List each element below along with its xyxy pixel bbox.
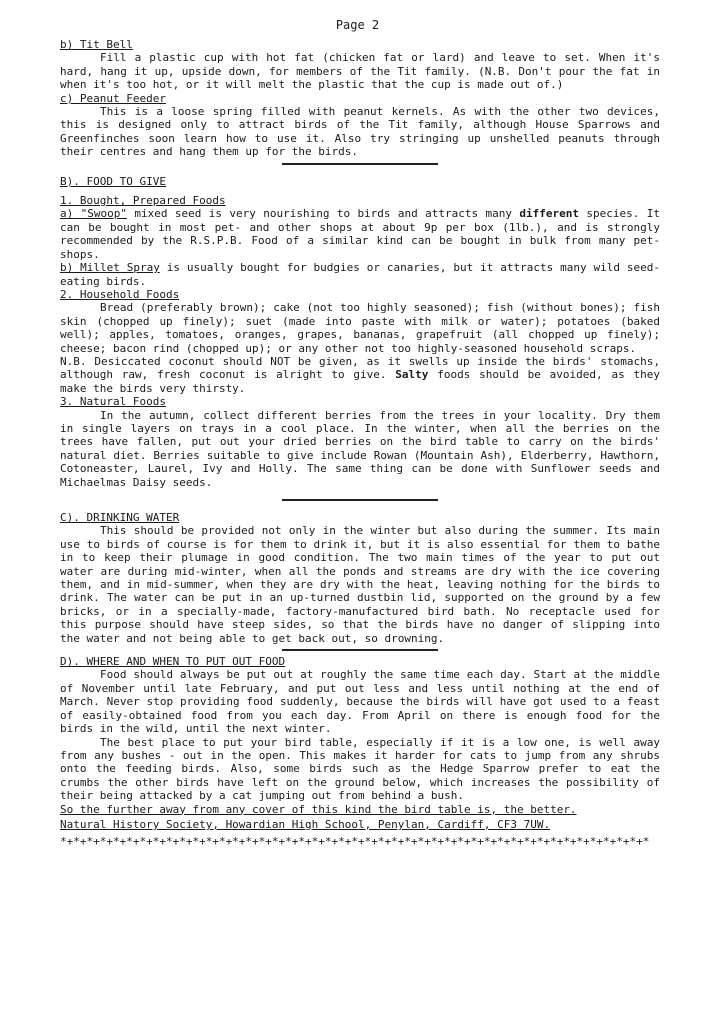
household-heading: 2. Household Foods bbox=[60, 287, 180, 301]
where-when-text-1: Food should always be put out at roughly the same time each day. Start at the middle of November until late February, and put out less and less until nothing at the end of March. Never stop providing food suddenly, because the birds will have got used to a feast of easily-obtained food from you each day. From April on there is enough food for the birds in the wild, until the next winter. bbox=[60, 668, 660, 736]
natural-text: In the autumn, collect different berries from the trees in your locality. Dry them in single layers on trays in a cool place. In the winter, when all the berries on the trees have fallen, put out your dried berries on the bird table to carry on the birds' natural diet. Berries suitable to give include Rowan (Mountain Ash), Elderberry, Hawthorn, Cotoneaster, Laurel, Ivy and Holly. The same thing can be done with Sunflower seeds and Michaelmas Daisy seeds. bbox=[60, 408, 660, 489]
section-divider bbox=[60, 495, 660, 505]
swoop-text-2: species. It can be bought in most pet- and other shops at about 9p per box (1lb.), and is strongly recommended by the R.S.P.B. Food of a similar kind can be bought in bulk from many pet-shops. bbox=[60, 207, 661, 261]
section-b-heading: B). FOOD TO GIVE bbox=[60, 174, 166, 188]
where-when-text-3: So the further away from any cover of this kind the bird table is, the better. bbox=[60, 802, 577, 816]
millet-label: b) Millet Spray bbox=[60, 261, 160, 275]
nb-paragraph bbox=[60, 355, 660, 395]
bought-foods-heading: 1. Bought, Prepared Foods bbox=[60, 194, 226, 208]
nb-text-1: N.B. Desiccated coconut should NOT be given, as it swells up inside the birds' stomachs, although raw, fresh coconut is alright to give. bbox=[60, 354, 660, 382]
millet-text: is usually bought for budgies or canaries, but it attracts many wild seed-eating birds. bbox=[60, 261, 660, 288]
natural-heading: 3. Natural Foods bbox=[60, 395, 166, 409]
household-text: Bread (preferably brown); cake (not too highly seasoned); fish (without bones); fish skin (chopped up finely); suet (made into paste with milk or water); potatoes (baked well); apples, tomatoes, oranges, grapes, bananas, grapefruit (all chopped up finely); cheese; bacon rind (chopped up); or any other not too highly-seasoned household scraps. bbox=[60, 301, 660, 355]
swoop-bold: different bbox=[519, 207, 580, 221]
where-when-text-2: The best place to put your bird table, especially if it is a low one, is well away from any bushes - out in the open. This makes it harder for cats to jump from any shrubs onto the feeding birds. Also, some birds such as the Hedge Sparrow prefer to eat the crumbs the other birds have left on the ground below, which increases the possibility of their being attacked by a cat jumping out from behind a bush. bbox=[60, 735, 660, 803]
section-divider bbox=[60, 159, 660, 169]
peanut-feeder-heading: c) Peanut Feeder bbox=[60, 91, 166, 105]
footer-address: Natural History Society, Howardian High School, Penylan, Cardiff, CF3 7UW. bbox=[60, 817, 551, 831]
page-number: Page 2 bbox=[335, 18, 380, 32]
swoop-paragraph bbox=[60, 207, 660, 261]
section-divider bbox=[60, 645, 660, 655]
swoop-text-1: mixed seed is very nourishing to birds and attracts many bbox=[134, 207, 513, 221]
section-c-heading: C). DRINKING WATER bbox=[60, 511, 180, 524]
footer-stars: *+*+*+*+*+*+*+*+*+*+*+*+*+*+*+*+*+*+*+*+*+*+*+*+*+*+*+*+*+*+*+*+*+*+*+*+*+*+*+*+*+*+*+*+* bbox=[60, 835, 650, 849]
section-d-heading: D). WHERE AND WHEN TO PUT OUT FOOD bbox=[60, 655, 286, 669]
tit-bell-text: Fill a plastic cup with hot fat (chicken fat or lard) and leave to set. When it's hard, hang it up, upside down, for members of the Tit family. (N.B. Don't pour the fat in when it's too hot, or it will melt the plastic that the cup is made out of.) bbox=[60, 51, 660, 92]
drinking-water-text: This should be provided not only in the winter but also during the summer. Its main use to birds of course is for them to drink it, but it is also essential for them to bathe in to keep their plumage in good condition. The two main times of the year to put out water are during mid-winter, when all the ponds and streams are dry with the ice covering them, and in mid-summer, when they are dry with the heat, leaving nothing for the birds to drink. The water can be put in an up-turned dustbin lid, supported on the ground by a few bricks, or in a specially-made, factory-manufactured bird bath. No receptacle used for this purpose should have steep sides, so that the birds have no danger of slipping into the water and not being able to get back out, so drowning. bbox=[60, 524, 660, 645]
nb-bold: Salty bbox=[395, 368, 429, 382]
document-body bbox=[60, 38, 660, 848]
swoop-label: a) "Swoop" bbox=[60, 207, 127, 221]
nb-text-2: foods should be avoided, as they make the birds very thirsty. bbox=[60, 368, 660, 395]
millet-paragraph bbox=[60, 261, 660, 288]
peanut-feeder-text: This is a loose spring filled with peanut kernels. As with the other two devices, this is designed only to attract birds of the Tit family, although House Sparrows and Greenfinches soon learn how to use it. Also try stringing up unshelled peanuts through their centres and hang them up for the birds. bbox=[60, 105, 660, 159]
tit-bell-heading: b) Tit Bell bbox=[60, 38, 133, 51]
